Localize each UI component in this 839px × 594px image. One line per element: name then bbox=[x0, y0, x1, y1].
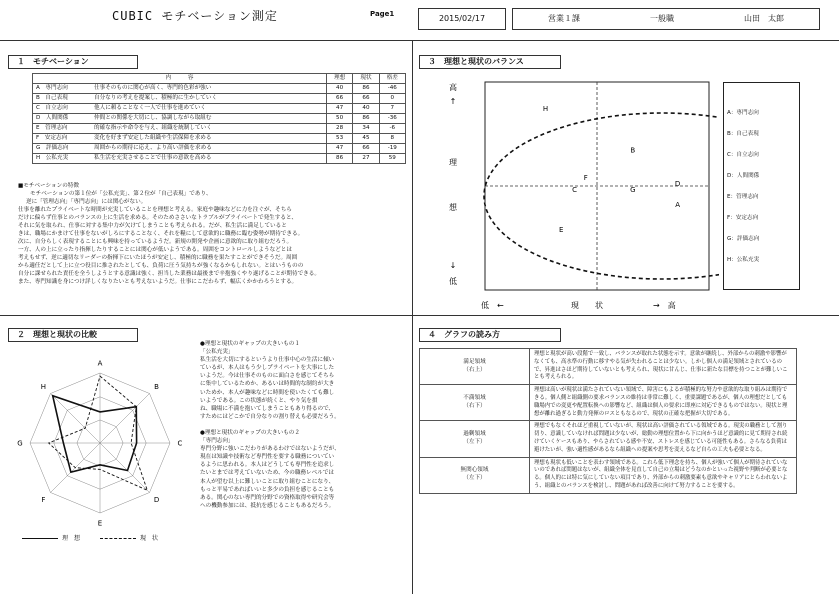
balance-point: G bbox=[630, 186, 636, 195]
feature-line: だけに偏らず仕事とのバランスの上に生活を求める。そのためささいなトラブルがプライベートで発生すると、 bbox=[18, 215, 298, 221]
gap2-line: 本人が望む以上に難しいことに取り組むことになり、 bbox=[200, 478, 335, 485]
row-ideal: 66 bbox=[326, 94, 352, 104]
gap2-line: るように思われる。本人はどうしても専門性を追求し bbox=[200, 462, 335, 469]
row-label: B 自己表現 bbox=[36, 94, 68, 101]
balance-point: H bbox=[542, 105, 549, 114]
vertical-divider bbox=[412, 40, 413, 594]
legend-ideal: 理 想 bbox=[62, 535, 81, 542]
row-current: 66 bbox=[353, 94, 379, 104]
reading-text: 理想でもなくそれほど重視していないが、現状は高い評価されている領域である。現実の職務として割り切り、意識していなければ問題は少ないが、総動の理想位置から下に向かうほど意識的に見て期待され続けていくケースもあり、やらされている感や不安、ストレスを感じている可能性もある。さらなる負荷は避けたいが、強い適性感があるなら組織への提案や思考を変えるなど自らの工夫も必要となる。 bbox=[530, 421, 797, 457]
gap1-line: ているが、本人はもう少しプライベートを大事にした bbox=[200, 365, 335, 372]
gap2-line: ある。関心のない専門的分野での資格取得や研究会等 bbox=[200, 494, 335, 501]
row-desc: 他人に頼ることなく一人で仕事を進めていく bbox=[94, 104, 206, 111]
gap2-line: への機動参加には、抵抗を感じることもあるだろう。 bbox=[200, 502, 335, 509]
gap2-line: もっと平易であればいいと多少の負担を感じることも bbox=[200, 486, 335, 493]
row-ideal: 47 bbox=[326, 104, 352, 114]
table-row bbox=[33, 144, 406, 154]
reading-table bbox=[419, 348, 797, 494]
motivation-table bbox=[32, 73, 406, 164]
y-label-2: 想 bbox=[449, 203, 457, 212]
row-desc: 変化を好まず安定した組織や生活保障を求める bbox=[94, 134, 212, 141]
table-header-row bbox=[33, 74, 406, 84]
balance-ellipse bbox=[484, 113, 719, 279]
row-gap: -36 bbox=[379, 114, 405, 124]
row-label: D 人間関係 bbox=[36, 114, 69, 121]
gap2-line: 現在は知識や技術など専門性を要する職務についてい bbox=[200, 454, 335, 461]
legend-current-swatch bbox=[100, 538, 136, 539]
radar-axis-label: D bbox=[153, 496, 160, 505]
row-content bbox=[33, 114, 327, 124]
col-content: 内 容 bbox=[33, 74, 327, 84]
page-title: CUBIC モチベーション測定 bbox=[112, 9, 278, 23]
radar-axis-label: E bbox=[97, 519, 103, 528]
employee-info bbox=[512, 8, 820, 30]
balance-legend-item: H：公私充実 bbox=[727, 257, 760, 263]
feature-line: きは、職場にかまけて仕事をないがしろにすることなく、それを糧にして意欲的に職務に臨む姿勢が期待できる。 bbox=[18, 231, 304, 237]
reading-row bbox=[420, 349, 797, 385]
balance-legend-item: D：人間関係 bbox=[727, 173, 760, 179]
radar-current-series bbox=[49, 376, 148, 490]
row-gap: -46 bbox=[379, 84, 405, 94]
section2-title: ２ 理想と現状の比較 bbox=[8, 328, 138, 342]
radar-spoke bbox=[100, 394, 149, 443]
balance-legend-item: C：自立志向 bbox=[727, 152, 759, 158]
feature-title: ■モチベーションの特徴 bbox=[18, 183, 79, 189]
row-desc: 仕事そのものに関心が高く、専門的色彩が強い bbox=[94, 84, 212, 91]
row-label: G 評価志向 bbox=[36, 144, 69, 151]
date-field bbox=[418, 8, 506, 30]
row-desc: 的確な指示や命令を与え、組織を統制していく bbox=[94, 124, 212, 131]
radar-axis-label: H bbox=[40, 382, 47, 391]
gap1-line: ね、職場に不満を抱いてしまうこともあり得るので、 bbox=[200, 405, 335, 412]
row-gap: -19 bbox=[379, 144, 405, 154]
region-name: 満足領域 bbox=[463, 358, 486, 365]
feature-line: 考えもせず、逆に適切なリーダーの指揮下にいたほうが安定し、積極的に職務を果たすことができそうだ。周囲 bbox=[18, 255, 298, 261]
row-current: 86 bbox=[353, 84, 379, 94]
radar-axis-label: C bbox=[177, 439, 183, 448]
balance-point: E bbox=[558, 225, 564, 234]
row-current: 45 bbox=[353, 134, 379, 144]
balance-legend-item: F：安定志向 bbox=[727, 215, 759, 221]
row-current: 66 bbox=[353, 144, 379, 154]
row-current: 40 bbox=[353, 104, 379, 114]
feature-line: 逆に「管理志向」「専門志向」には関心がない。 bbox=[26, 199, 147, 205]
gap-analysis bbox=[200, 340, 408, 510]
row-current: 27 bbox=[353, 154, 379, 164]
region-position: （右上） bbox=[463, 366, 486, 373]
gap1-line: に集中しているためか、あるいは時間的な制約が大き bbox=[200, 381, 335, 388]
balance-point: A bbox=[675, 200, 680, 209]
row-ideal: 86 bbox=[326, 154, 352, 164]
employee-name: 山田 太郎 bbox=[744, 13, 784, 23]
reading-text: 理想は高いが現状は満たされていない領域で、障害にもよるが積極的な努力や意欲的な取り組みは期待できる。個人側と組織側の要求バランスの維持は非常に難しく、重要課題であるが、個人の理想だとしても職場内での変更や配置転換への影響など、組織は個人の要求に即座に対応できるものではない。現状と理想が離れ過ぎると動力発揮のロスともなるので、現状の正確な把握が大切である。 bbox=[530, 385, 797, 421]
header-divider bbox=[0, 40, 839, 41]
region-position: （右下） bbox=[463, 402, 486, 409]
row-content bbox=[33, 84, 327, 94]
reading-label bbox=[420, 421, 530, 457]
balance-legend-item: A：専門志向 bbox=[727, 110, 759, 116]
middle-divider bbox=[0, 315, 839, 316]
balance-point: F bbox=[583, 173, 588, 182]
radar-spoke bbox=[100, 443, 149, 492]
row-content bbox=[33, 124, 327, 134]
gap2-heading: ●理想と現状のギャップの大きいもの２ bbox=[200, 429, 300, 436]
balance-legend-item: G：評価志向 bbox=[727, 236, 760, 242]
row-label: F 安定志向 bbox=[36, 134, 68, 141]
gap2-item: 「専門志向」 bbox=[200, 438, 234, 445]
position-text: 一般職 bbox=[650, 13, 674, 23]
table-row bbox=[33, 114, 406, 124]
gap1-line: いようである。この状態が続くと、やり気を損 bbox=[200, 397, 318, 404]
legend-current: 現 状 bbox=[139, 535, 158, 542]
reading-row bbox=[420, 385, 797, 421]
reading-text: 理想と現状が高い段階で一致し、バランスが取れた状態を示す。意欲が継続し、外部からの刺激や影響がなくても、高水準の行動に移すやる気が失われることは少ない。しかし個人の満足領域とされているので、昇進はさほど期待していないとも考えられ、現状に甘んじ、仕事に新たな目標を持つことが難しいことも考えられる。 bbox=[530, 349, 797, 385]
row-gap: 59 bbox=[379, 154, 405, 164]
balance-point: B bbox=[630, 146, 636, 155]
row-ideal: 50 bbox=[326, 114, 352, 124]
region-name: 過剰領域 bbox=[463, 431, 486, 438]
row-current: 86 bbox=[353, 114, 379, 124]
feature-line: モチベーションの第１位が「公私充実」、第２位が「自己表現」であり、 bbox=[30, 191, 212, 197]
reading-row bbox=[420, 457, 797, 493]
table-row bbox=[33, 124, 406, 134]
gap1-item: 「公私充実」 bbox=[200, 349, 234, 356]
reading-text: 理想も現状も低いことを表わす領域である。これら低下理念を持ち、個人が強いて個人が期待されていないのであれば問題はないが、組織全体を見直して自己の立場はどうなのかといった視野や判断が必要となる。個人的には特に気にしていない項目であり、外部からの刺激要素も意欲やキャリアにとらわれないよう、組織とのバランスを検討し、問題があれば改善に向けて努力することを要する。 bbox=[530, 457, 797, 493]
y-arrow-up: ↑ bbox=[449, 97, 457, 106]
row-current: 34 bbox=[353, 124, 379, 134]
gap1-line: 私生活を大切にするというより仕事中心の生活に傾い bbox=[200, 357, 335, 364]
section3-title: ３ 理想と現状のバランス bbox=[419, 55, 561, 69]
balance-legend-item: E：管理志向 bbox=[727, 194, 759, 200]
department-text: 営業１課 bbox=[548, 13, 580, 23]
feature-text bbox=[18, 182, 408, 286]
row-desc: 自分なりの考えを提案し、積極的に生かしていく bbox=[94, 94, 218, 101]
row-content bbox=[33, 134, 327, 144]
row-content bbox=[33, 94, 327, 104]
x-high: → 高 bbox=[653, 301, 676, 310]
table-row bbox=[33, 134, 406, 144]
y-low: 低 bbox=[449, 277, 457, 286]
feature-line: 一方、人の上に立ったり指揮したりすることには関心が低いようである。周囲をコントロールしようなどとは bbox=[18, 247, 292, 253]
gap1-line: いためか、本人が趣味などに時間を使いたくても難し bbox=[200, 389, 335, 396]
radar-axis-label: B bbox=[154, 382, 159, 391]
reading-label bbox=[420, 457, 530, 493]
row-content bbox=[33, 144, 327, 154]
region-position: （左下） bbox=[463, 475, 486, 482]
section1-title: １ モチベーション bbox=[8, 55, 138, 69]
date-text: 2015/02/17 bbox=[438, 13, 486, 23]
gap1-line: すためにはどこかで自分なりの割り替えも必要だろう。 bbox=[200, 413, 340, 420]
row-label: C 自立志向 bbox=[36, 104, 68, 111]
radar-axis-label: A bbox=[97, 359, 103, 368]
reading-row bbox=[420, 421, 797, 457]
feature-line: 次に、自分らしく表現することにも興味を持っているようだ。新規の開発や企画に意欲的に取り組むだろう。 bbox=[18, 239, 293, 245]
gap2-line: 専門分野に強いこだわりがあるわけではないようだが、 bbox=[200, 446, 340, 453]
radar-legend bbox=[22, 535, 158, 543]
row-desc: 周囲からの期待に応え、より高い評価を求める bbox=[94, 144, 212, 151]
row-ideal: 47 bbox=[326, 144, 352, 154]
table-row bbox=[33, 94, 406, 104]
region-name: 不満領域 bbox=[463, 394, 486, 401]
gap1-line: いようだ。今は仕事そのものに面白さを感じてそちら bbox=[200, 373, 335, 380]
radar-chart bbox=[8, 345, 193, 545]
balance-point: D bbox=[674, 180, 681, 188]
radar-axis-label: G bbox=[17, 439, 23, 448]
row-desc: 仲間との関係を大切にし、協調しながら取組む bbox=[94, 114, 212, 121]
x-label: 現 状 bbox=[571, 301, 603, 310]
row-ideal: 53 bbox=[326, 134, 352, 144]
gap2-line: たいとまでは考えていないため、今の職務レベルでは bbox=[200, 470, 335, 477]
row-label: A 専門志向 bbox=[36, 84, 68, 91]
y-high: 高 bbox=[449, 83, 457, 92]
balance-legend-item: B：自己表現 bbox=[727, 131, 759, 137]
legend-ideal-swatch bbox=[22, 538, 58, 539]
row-label: E 管理志向 bbox=[36, 124, 68, 131]
row-gap: -6 bbox=[379, 124, 405, 134]
row-ideal: 28 bbox=[326, 124, 352, 134]
feature-line: から適任だとして上に立つ役目に推されたとしても、負荷に圧う気持ちが強くなるかもしれない。とはいうものの bbox=[18, 263, 304, 269]
row-desc: 私生活を充実させることで仕事の意欲を高める bbox=[94, 154, 212, 161]
row-gap: 8 bbox=[379, 134, 405, 144]
row-gap: 0 bbox=[379, 94, 405, 104]
feature-line: それに気を取られ、仕事に対する集中力が欠けてしまうことも考えられる。だが、私生活に満足していると bbox=[18, 223, 287, 229]
row-label: H 公私充実 bbox=[36, 154, 69, 161]
gap1-heading: ●理想と現状のギャップの大きいもの１ bbox=[200, 341, 300, 347]
region-position: （左下） bbox=[463, 438, 486, 445]
radar-axis-label: F bbox=[41, 496, 46, 505]
section4-title: ４ グラフの読み方 bbox=[419, 328, 561, 342]
balance-point: C bbox=[572, 186, 578, 195]
balance-chart bbox=[419, 80, 719, 315]
row-content bbox=[33, 154, 327, 164]
reading-label bbox=[420, 385, 530, 421]
table-row bbox=[33, 84, 406, 94]
region-name: 無関心領域 bbox=[460, 467, 489, 474]
radar-ideal-series bbox=[53, 396, 137, 472]
col-gap: 格差 bbox=[379, 74, 405, 84]
col-ideal: 理想 bbox=[326, 74, 352, 84]
reading-label bbox=[420, 349, 530, 385]
row-content bbox=[33, 104, 327, 114]
row-ideal: 40 bbox=[326, 84, 352, 94]
x-low: 低 ← bbox=[481, 301, 504, 310]
row-gap: 7 bbox=[379, 104, 405, 114]
page-number: Page1 bbox=[370, 10, 395, 18]
feature-line: また、専門知識を身につけ詳しくなりたいとも考えないようだ。仕事にこだわらず、幅広くかかわろうとする。 bbox=[18, 279, 298, 285]
col-current: 現状 bbox=[353, 74, 379, 84]
table-row bbox=[33, 154, 406, 164]
y-arrow-down: ↓ bbox=[449, 261, 457, 270]
table-row bbox=[33, 104, 406, 114]
feature-line: 自分に課せられた責任を全うしようとする意識は強く、担当した業務は最後まで辛抱強くやり遂げることが期待できる。 bbox=[18, 271, 320, 277]
y-label-1: 理 bbox=[449, 158, 457, 167]
feature-line: 仕事を離れたプライベートな時間が充実していることを理想と考える。家庭や趣味などに力を注ぐが、そちら bbox=[18, 207, 292, 213]
balance-legend bbox=[723, 82, 800, 290]
